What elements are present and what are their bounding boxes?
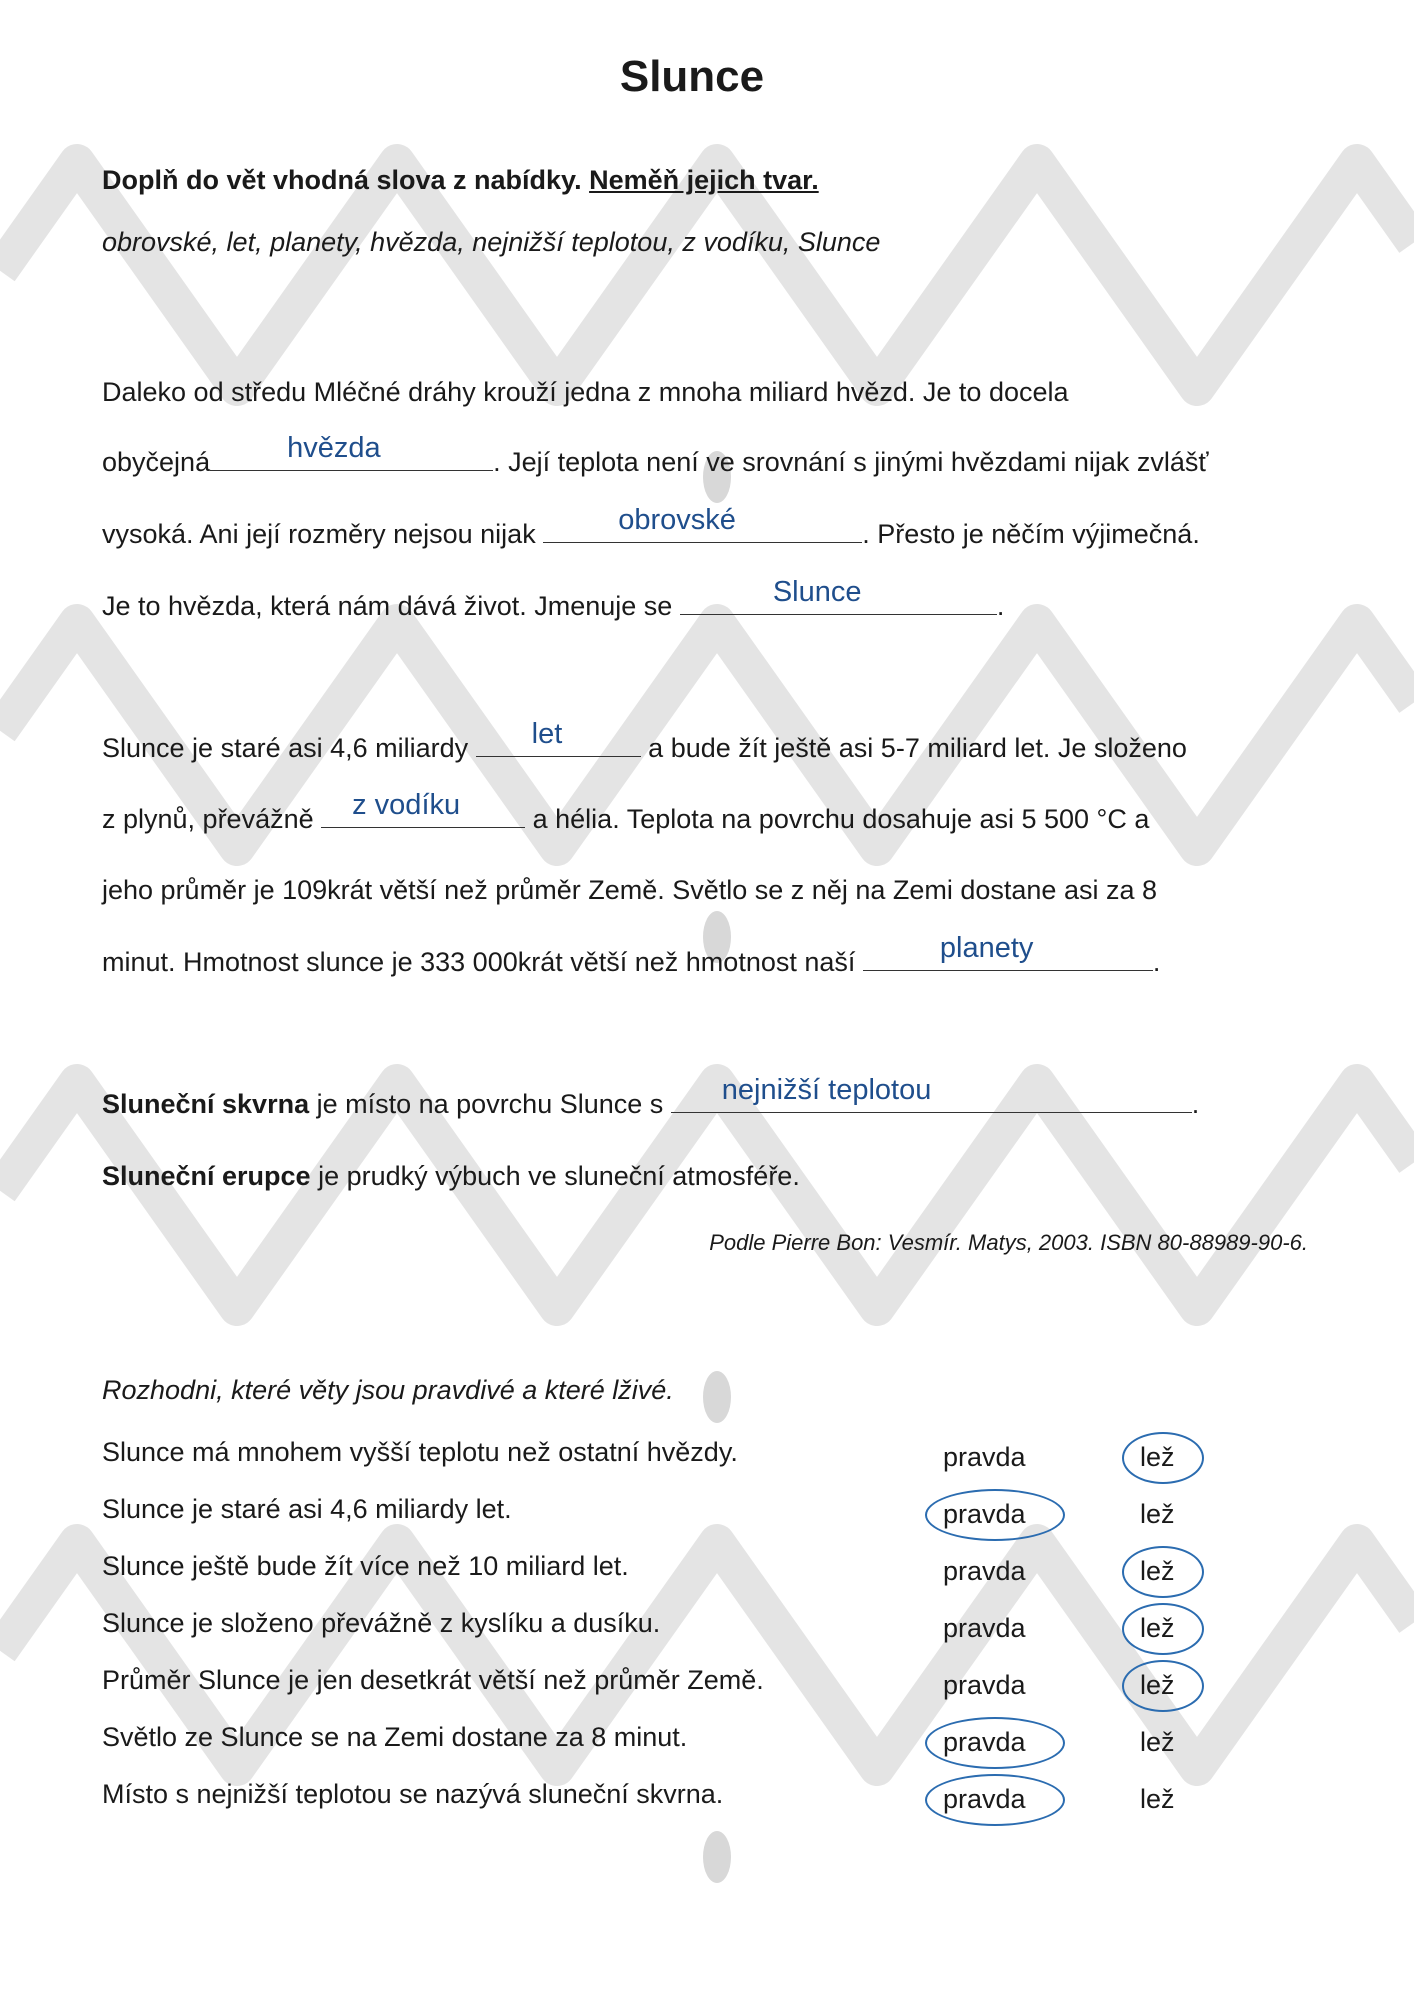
handwritten-answer: planety [939,932,1034,964]
option-lez[interactable]: lež [1140,1442,1175,1472]
handwritten-circle-mark [1122,1660,1204,1712]
text: z plynů, převážně [102,804,322,834]
handwritten-answer: z vodíku [352,789,461,821]
option-pravda[interactable]: pravda [943,1727,1026,1757]
handwritten-answer: nejnižší teplotou [721,1074,932,1106]
word-bank: obrovské, let, planety, hvězda, nejnižší teplotou, z vodíku, Slunce [102,227,881,257]
handwritten-answer: Slunce [772,576,862,608]
blank-answer-6[interactable] [863,932,1153,971]
p1-line2 [102,432,1209,480]
blank-answer-4[interactable] [476,718,641,757]
blank-answer-1[interactable] [210,432,493,471]
statement-text: Slunce je staré asi 4,6 miliardy let. [102,1494,512,1524]
truefalse-instruction: Rozhodni, které věty jsou pravdivé a které lživé. [102,1375,674,1405]
option-pravda[interactable]: pravda [943,1556,1026,1586]
instruction-text: Doplň do vět vhodná slova z nabídky. [102,165,582,195]
p2-line4 [102,932,1161,980]
option-lez[interactable]: lež [1140,1727,1175,1757]
statement-text: Průměr Slunce je jen desetkrát větší než průměr Země. [102,1665,764,1695]
option-lez[interactable]: lež [1140,1499,1175,1529]
text: a bude žít ještě asi 5-7 miliard let. Je složeno [640,733,1187,763]
p2-line3: jeho průměr je 109krát větší než průměr Země. Světlo se z něj na Zemi dostane asi za 8 [102,875,1158,905]
text: obyčejná [102,447,211,477]
option-pravda[interactable]: pravda [943,1442,1026,1472]
p2-line2 [102,789,1150,837]
option-pravda[interactable]: pravda [943,1784,1026,1814]
option-lez[interactable]: lež [1140,1670,1175,1700]
blank-answer-3[interactable] [680,576,997,615]
option-lez[interactable]: lež [1140,1784,1175,1814]
p1-line4 [102,576,1005,624]
text: . [1191,1089,1200,1119]
page-title: Slunce [619,52,765,101]
p3-line2 [102,1158,800,1194]
handwritten-circle-mark [1122,1603,1204,1655]
text: . Její teplota není ve srovnání s jinými hvězdami nijak zvlášť [493,447,1209,477]
statement-text: Slunce je složeno převážně z kyslíku a dusíku. [102,1608,661,1638]
handwritten-circle-mark [1122,1546,1204,1598]
blank-answer-7[interactable] [671,1074,1192,1113]
instruction [102,162,819,198]
statement-text: Slunce má mnohem vyšší teplotu než ostatní hvězdy. [102,1437,738,1467]
handwritten-answer: let [531,718,563,750]
blank-answer-2[interactable] [543,504,862,543]
p3-line1 [102,1074,1200,1122]
option-lez[interactable]: lež [1140,1556,1175,1586]
term: Sluneční erupce [102,1161,311,1191]
handwritten-circle-mark [925,1774,1065,1826]
text: . [1152,947,1161,977]
p2-line1 [102,718,1187,766]
drop-shape [703,1371,731,1423]
instruction-emphasis: Neměň jejich tvar. [589,165,819,195]
statement-text: Slunce ještě bude žít více než 10 miliard let. [102,1551,629,1581]
handwritten-circle-mark [925,1489,1065,1541]
handwritten-circle-mark [1122,1432,1204,1484]
option-pravda[interactable]: pravda [943,1613,1026,1643]
statement-text: Světlo ze Slunce se na Zemi dostane za 8 minut. [102,1722,688,1752]
handwritten-circle-mark [925,1717,1065,1769]
p1-line1: Daleko od středu Mléčné dráhy krouží jedna z mnoha miliard hvězd. Je to docela [102,377,1069,407]
term: Sluneční skvrna [102,1089,310,1119]
text: je místo na povrchu Slunce s [309,1089,671,1119]
drop-shape [703,1831,731,1883]
text: . [996,591,1005,621]
blank-answer-5[interactable] [321,789,525,828]
handwritten-answer: hvězda [287,432,381,464]
text: minut. Hmotnost slunce je 333 000krát větší než hmotnost naší [102,947,863,977]
text: . Přesto je něčím výjimečná. [862,519,1200,549]
handwritten-answer: obrovské [618,504,736,536]
text: Je to hvězda, která nám dává život. Jmenuje se [102,591,680,621]
text: Slunce je staré asi 4,6 miliardy [102,733,476,763]
statement-text: Místo s nejnižší teplotou se nazývá sluneční skvrna. [102,1779,724,1809]
citation: Podle Pierre Bon: Vesmír. Matys, 2003. ISBN 80-88989-90-6. [709,1230,1308,1255]
text: a hélia. Teplota na povrchu dosahuje asi 5 500 °C a [525,804,1150,834]
option-pravda[interactable]: pravda [943,1670,1026,1700]
text: vysoká. Ani její rozměry nejsou nijak [102,519,544,549]
p1-line3 [102,504,1200,552]
text: je prudký výbuch ve sluneční atmosféře. [310,1161,800,1191]
option-lez[interactable]: lež [1140,1613,1175,1643]
option-pravda[interactable]: pravda [943,1499,1026,1529]
